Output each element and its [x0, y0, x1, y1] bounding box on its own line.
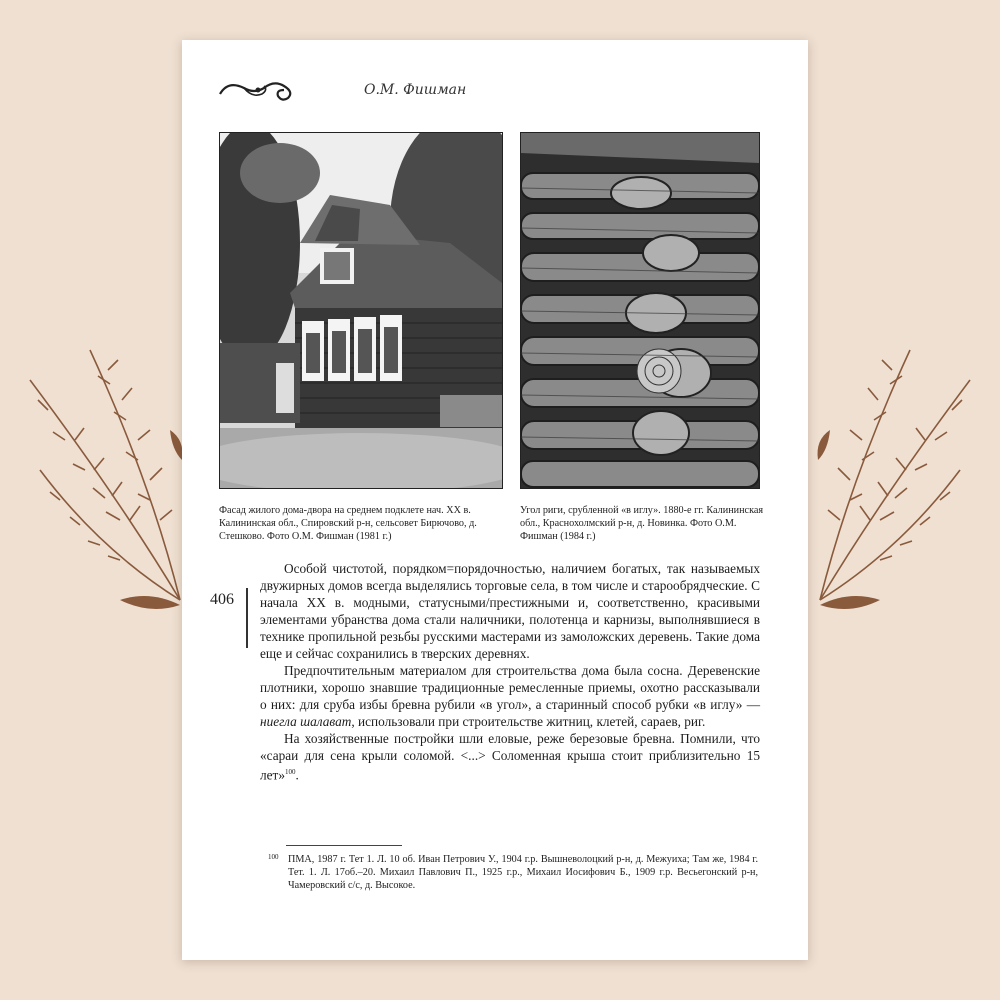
swirl-ornament-icon: [218, 76, 298, 106]
left-bud: [170, 430, 183, 460]
paragraph-2-end: , использовали при строительстве житниц, клетей, сараев, риг.: [351, 714, 706, 729]
footnote-rule: [286, 845, 402, 846]
photo-caption-left: Фасад жилого дома-двора на среднем подклете нач. XX в. Калининская обл., Спировский р-н, сельсовет Бирючово, д. Стешково. Фото О.М. Фишман (1981 г.): [219, 505, 477, 542]
page-header: [218, 76, 778, 106]
footnote-number: 100: [268, 853, 279, 861]
paragraph-3: [260, 730, 760, 783]
photo-caption-right: Угол риги, срубленной «в иглу». 1880-е гг. Калининская обл., Краснохолмский р-н, д. Новинка. Фото О.М. Фишман (1984 г.): [520, 505, 764, 542]
left-branches: [30, 350, 180, 600]
paragraph-2-term: ниегла шалават: [260, 714, 352, 729]
footnote-text: ПМА, 1987 г. Тет 1. Л. 10 об. Иван Петрович У., 1904 г.р. Вышневолоцкий р-н, д. Межуиха; Там же, 1984 г. Тет. 1. Л. 17об.–20. Михаил Павлович П., 1925 г.р., Михаил Иосифович Б., 1909 г.р. Весьегонский р-н, Чамеровский с/с, д. Высокое.: [288, 854, 758, 891]
author-name: О.М. Фишман: [364, 82, 467, 98]
house-facade-photo: [219, 132, 503, 489]
paragraph-1: Особой чистотой, порядком=порядочностью, наличием богатых, так называемых двужирных домов всегда выделялись торговые села, в том числе и старообрядческие. С начала XX в. модными, статусными/престижными и, соответственно, красивыми элементами убранства дома стали наличники, полотенца и карнизы, выполнявшиеся в технике пропильной резьбы русскими мастерами из замоложских деревень. Такие дома еще и сейчас сохранились в тверских деревнях.: [260, 561, 760, 661]
paragraph-2-start: Предпочтительным материалом для строительства дома была сосна. Деревенские плотники, хорошо знавшие традиционные ремесленные приемы, охотно рассказывали о них: для сруба избы бревна рубили «в угол», а старинный способ рубки «в иглу» —: [260, 663, 760, 712]
right-leaf: [820, 596, 880, 609]
page-number: 406: [210, 591, 234, 608]
paragraph-3-end: .: [295, 767, 299, 783]
book-page: [182, 40, 808, 960]
footnote-ref[interactable]: 100: [285, 768, 296, 776]
right-branches: [820, 350, 970, 600]
right-bud: [818, 430, 831, 460]
paragraph-2: [260, 662, 760, 730]
page-number-rule: [246, 588, 248, 648]
log-corner-photo: [520, 132, 760, 489]
body-text: [260, 560, 760, 783]
left-leaf: [120, 596, 180, 609]
footnote: [268, 853, 758, 892]
paragraph-3-text: На хозяйственные постройки шли еловые, реже березовые бревна. Помнили, что «сараи для сена крыли соломой. <...> Соломенная крыша стоит приблизительно 15 лет»: [260, 731, 760, 783]
